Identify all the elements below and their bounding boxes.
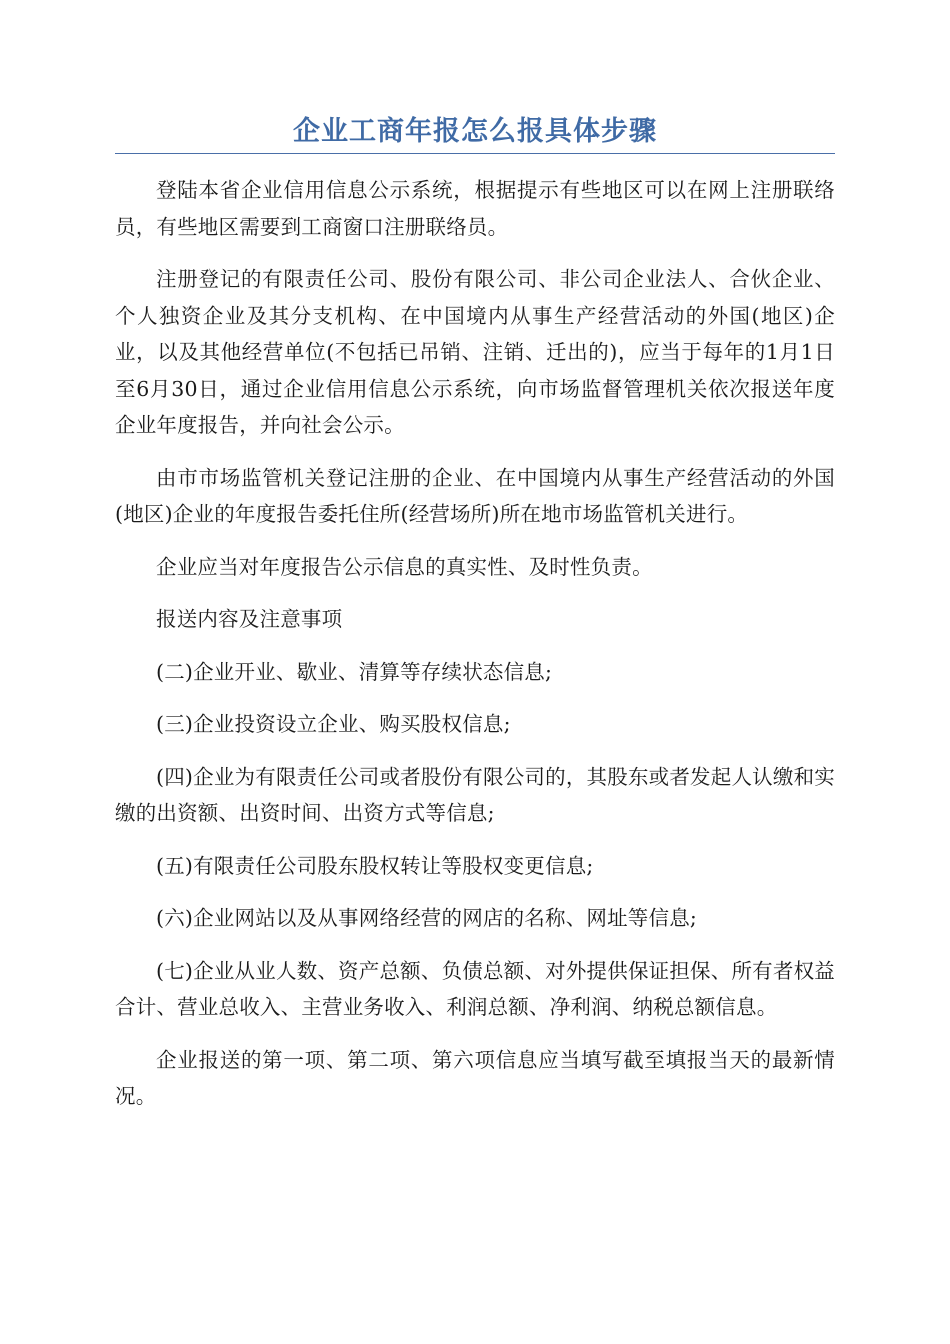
list-item-5: (五)有限责任公司股东股权转让等股权变更信息; <box>156 853 594 878</box>
section-heading-content: 报送内容及注意事项 <box>156 607 343 631</box>
list-item-7: (七)企业从业人数、资产总额、负债总额、对外提供保证担保、所有者权益合计、营业总收入、主营业务收入、利润总额、净利润、纳税总额信息。 <box>115 958 835 1019</box>
paragraph-responsibility: 企业应当对年度报告公示信息的真实性、及时性负责。 <box>156 554 653 579</box>
paragraph-closing: 企业报送的第一项、第二项、第六项信息应当填写截至填报当天的最新情况。 <box>115 1047 835 1108</box>
paragraph-intro: 登陆本省企业信用信息公示系统，根据提示有些地区可以在网上注册联络员，有些地区需要到工商窗口注册联络员。 <box>115 178 835 239</box>
list-item-6: (六)企业网站以及从事网络经营的网店的名称、网址等信息; <box>156 906 698 930</box>
title-underline <box>115 153 835 154</box>
list-item-3: (三)企业投资设立企业、购买股权信息; <box>156 712 511 736</box>
page-title: 企业工商年报怎么报具体步骤 <box>293 116 657 147</box>
list-item-4: (四)企业为有限责任公司或者股份有限公司的，其股东或者发起人认缴和实缴的出资额、出资时间、出资方式等信息; <box>115 764 835 825</box>
paragraph-delegation: 由市市场监管机关登记注册的企业、在中国境内从事生产经营活动的外国(地区)企业的年度报告委托住所(经营场所)所在地市场监管机关进行。 <box>115 465 835 526</box>
document-body <box>115 172 835 1115</box>
paragraph-registration-scope: 注册登记的有限责任公司、股份有限公司、非公司企业法人、合伙企业、个人独资企业及其分支机构、在中国境内从事生产经营活动的外国(地区)企业，以及其他经营单位(不包括已吊销、注销、迁出的)，应当于每年的1月1日至6月30日，通过企业信用信息公示系统，向市场监督管理机关依次报送年度企业年度报告，并向社会公示。 <box>115 267 835 437</box>
document-page <box>115 0 835 1131</box>
list-item-2: (二)企业开业、歇业、清算等存续状态信息; <box>156 659 553 684</box>
